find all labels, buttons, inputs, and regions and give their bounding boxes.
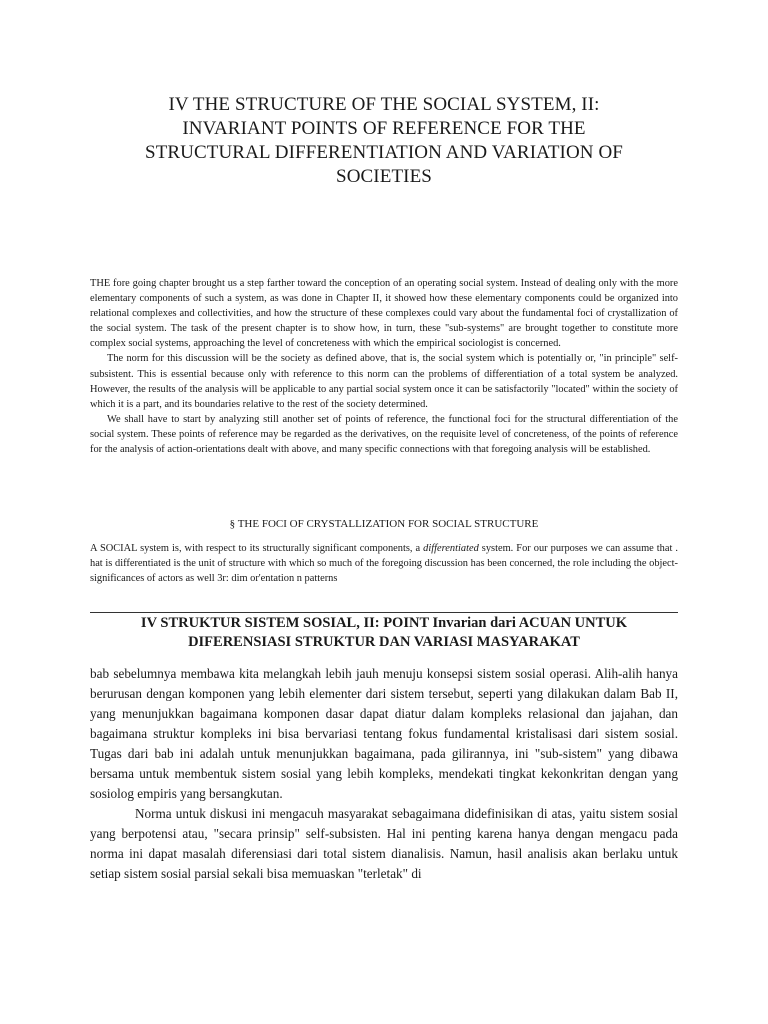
english-paragraph: THE fore going chapter brought us a step farther toward the conception of an operating social system. Instead of dealing only with the more elementary components of such a system, as was done in Chapter II, it showed how these elementary components could be organized into relational complexes and collectivities, and how the structure of these complexes could vary about the fundamental foci of crystallization of the social system. The task of the present chapter is to show how, in turn, these "sub-systems" are brought together to constitute more complex social systems, approaching the level of concreteness with which the empirical sociologist is concerned. <box>90 278 678 350</box>
section-heading: § THE FOCI OF CRYSTALLIZATION FOR SOCIAL STRUCTURE <box>229 518 539 530</box>
english-text <box>90 276 678 457</box>
chapter-title-line: SOCIETIES <box>336 166 432 187</box>
indonesian-title-line: DIFERENSIASI STRUKTUR DAN VARIASI MASYARAKAT <box>188 634 580 650</box>
chapter-title-line: STRUCTURAL DIFFERENTIATION AND VARIATION OF <box>145 142 623 163</box>
indonesian-paragraph: Norma untuk diskusi ini mengacuh masyarakat sebagaimana didefinisikan di atas, yaitu sistem sosial yang berpotensi atau, "secara prinsip" self-subsisten. Hal ini penting karena hanya dengan mengacu pada norma ini dapat masalah diferensiasi dari total sistem dianalisis. Namun, hasil analisis akan berlaku untuk setiap sistem sosial parsial sekali bisa memuaskan "terletak" di <box>90 806 678 881</box>
english-paragraph: We shall have to start by analyzing still another set of points of reference, the functional foci for the structural differentiation of the social system. These points of reference may be regarded as the derivatives, on the requisite level of concreteness, of the points of reference for the analysis of action-orientations dealt with above, and many specific connections with that foregoing analysis will be established. <box>90 413 678 456</box>
chapter-title-line: IV THE STRUCTURE OF THE SOCIAL SYSTEM, II: <box>168 94 600 115</box>
english-paragraph: The norm for this discussion will be the society as defined above, that is, the social system which is potentially or, "in principle" self-subsistent. This is essential because only with reference to this norm can the problems of differentiation of a total system be analyzed. However, the results of the analysis will be applicable to any partial social system once it can be satisfactorily "located" within the society of which it is a part, and its boundaries relative to the rest of the society determined. <box>90 353 678 410</box>
indonesian-paragraph: bab sebelumnya membawa kita melangkah lebih jauh menuju konsepsi sistem sosial operasi. Alih-alih hanya berurusan dengan komponen yang lebih elementer dari sistem tersebut, seperti yang dilakukan dalam Bab II, yang menunjukkan bagaimana komponen dasar dapat diatur dalam kompleks relasional dan jajahan, dan bagaimana struktur kompleks ini bisa bervariasi tentang fokus fundamental kristalisasi dari sistem sosial. Tugas dari bab ini adalah untuk menunjukkan bagaimana, pada gilirannya, ini "sub-sistem" yang dibawa bersama untuk membentuk sistem sosial yang lebih kompleks, mendekati tingkat kekonkritan dengan yang sosiolog empiris yang bersangkutan. <box>90 666 678 801</box>
divider-line <box>90 612 678 613</box>
section-paragraph <box>90 541 678 586</box>
section-text-italic: differentiated <box>423 543 479 554</box>
chapter-title <box>90 93 678 189</box>
indonesian-title <box>90 614 678 652</box>
section-body <box>90 541 678 586</box>
section-text-end: system. For our purposes we can assume that . hat is differentiated is the unit of structure with which so much of the foregoing discussion has been concerned, the role including the object-significances of actors as well 3r: dim or'entation n patterns <box>90 543 678 585</box>
indonesian-title-line: IV STRUKTUR SISTEM SOSIAL, II: POINT Invarian dari ACUAN UNTUK <box>140 615 628 631</box>
section-text-start: A SOCIAL system is, with respect to its structurally significant components, a <box>90 543 424 554</box>
indonesian-text <box>90 664 678 884</box>
chapter-title-line: INVARIANT POINTS OF REFERENCE FOR THE <box>182 118 586 139</box>
